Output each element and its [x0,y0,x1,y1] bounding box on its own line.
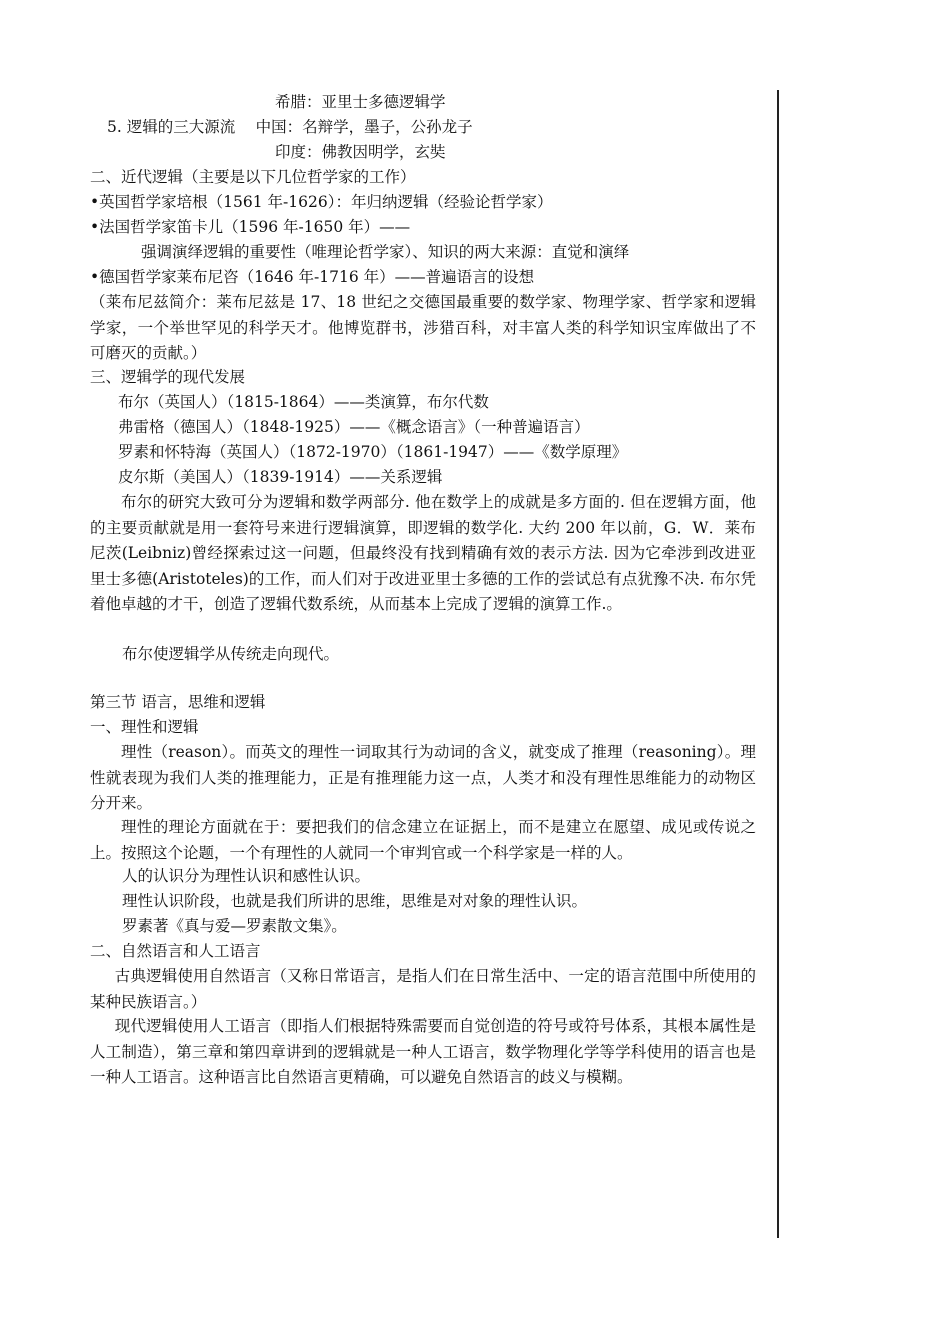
modern-logic-heading: 二、近代逻辑（主要是以下几位哲学家的工作） [90,168,416,186]
language-heading: 二、自然语言和人工语言 [90,942,261,960]
section-title: 第三节 语言，思维和逻辑 [90,693,266,711]
reason-paragraph-5: 罗素著《真与爱—罗素散文集》。 [122,917,347,935]
reason-paragraph-2: 理性的理论方面就在于：要把我们的信念建立在证据上，而不是建立在愿望、成见或传说之上。按照这个论题，一个有理性的人就同一个审判官或一个科学家是一样的人。 [90,818,756,862]
boole-item: 布尔（英国人）（1815-1864）——类演算，布尔代数 [118,393,489,411]
boole-paragraph: 布尔的研究大致可分为逻辑和数学两部分. 他在数学上的成就是多方面的. 但在逻辑方面，他的主要贡献就是用一套符号来进行逻辑演算，即逻辑的数学化. 大约 200 年以前，G．W．莱布尼茨(Leibniz)曾经探索过这一问题，但最终没有找到精确有效的表示方法. 因为它牵涉到改进亚里士多德(Aristoteles)的工作，而人们对于改进亚里士多德的工作的尝试总有点犹豫不决. 布尔凭着他卓越的才干，创造了逻辑代数系统，从而基本上完成了逻辑的演算工作.。 [90,493,756,613]
reason-paragraph-3: 人的认识分为理性认识和感性认识。 [122,867,371,885]
reason-paragraph-1: 理性（reason）。而英文的理性一词取其行为动词的含义，就变成了推理（reasoning）。理性就表现为我们人类的推理能力，正是有推理能力这一点，人类才和没有理性思维能力的动物区分开来。 [90,743,756,812]
source-india: 印度：佛教因明学，玄奘 [275,143,446,161]
reason-heading: 一、理性和逻辑 [90,718,199,736]
boole-modern: 布尔使逻辑学从传统走向现代。 [122,645,340,663]
artificial-language-paragraph: 现代逻辑使用人工语言（即指人们根据特殊需要而自觉创造的符号或符号体系，其根本属性是人工制造），第三章和第四章讲到的逻辑就是一种人工语言，数学物理化学等学科使用的语言也是一种人工语言。这种语言比自然语言更精确，可以避免自然语言的歧义与模糊。 [90,1017,756,1086]
bacon-item: •英国哲学家培根（1561 年-1626）：年归纳逻辑（经验论哲学家） [90,193,553,211]
peirce-item: 皮尔斯（美国人）（1839-1914）——关系逻辑 [118,468,443,486]
natural-language-paragraph: 古典逻辑使用自然语言（又称日常语言，是指人们在日常生活中、一定的语言范围中所使用的某种民族语言。） [90,967,756,1011]
descartes-item: •法国哲学家笛卡儿（1596 年-1650 年）—— [90,218,411,236]
leibniz-intro: （莱布尼兹简介：莱布尼兹是 17、18 世纪之交德国最重要的数学家、物理学家、哲学家和逻辑学家，一个举世罕见的科学天才。他博览群书，涉猎百科，对丰富人类的科学知识宝库做出了不可磨灭的贡献。） [90,293,756,362]
leibniz-item: •德国哲学家莱布尼咨（1646 年-1716 年）——普遍语言的设想 [90,268,535,286]
reason-paragraph-4: 理性认识阶段，也就是我们所讲的思维，思维是对对象的理性认识。 [122,892,588,910]
contemporary-heading: 三、逻辑学的现代发展 [90,368,246,386]
source-greece: 希腊：亚里士多德逻辑学 [275,93,446,111]
frege-item: 弗雷格（德国人）（1848-1925）——《概念语言》（一种普遍语言） [118,418,590,436]
descartes-note: 强调演绎逻辑的重要性（唯理论哲学家）、知识的两大来源：直觉和演绎 [141,243,630,261]
russell-item: 罗素和怀特海（英国人）（1872-1970）（1861-1947）——《数学原理》 [118,443,628,461]
source-china: 5. 逻辑的三大源流 中国：名辩学，墨子，公孙龙子 [107,118,473,136]
